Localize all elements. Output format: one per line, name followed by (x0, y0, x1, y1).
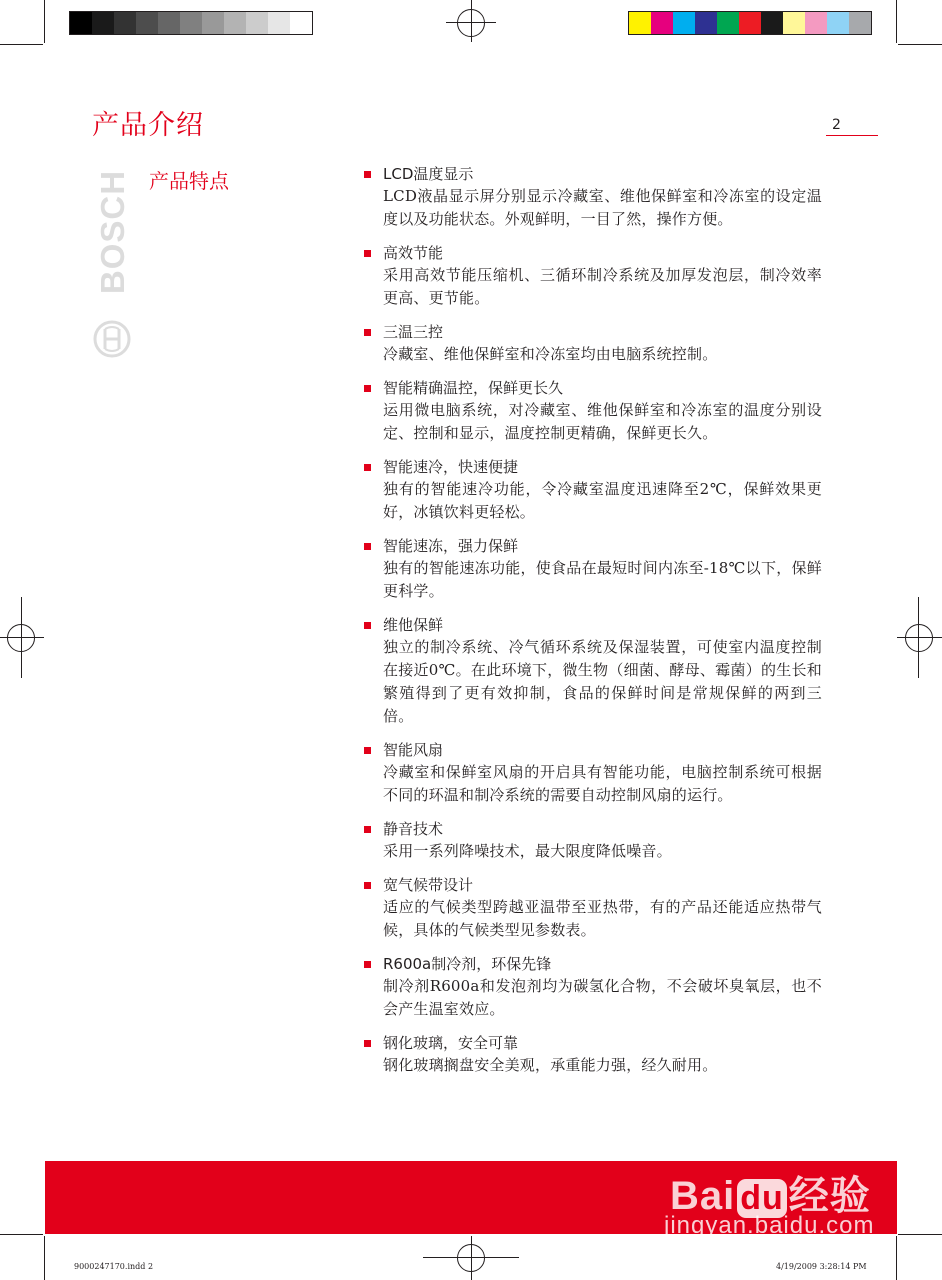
feature-title (362, 739, 822, 761)
color-swatch (827, 12, 849, 34)
bullet-square-icon (364, 543, 371, 550)
feature-title (362, 535, 822, 557)
color-swatch (805, 12, 827, 34)
grey-swatch (92, 12, 114, 34)
crop-mark (0, 1234, 43, 1235)
grey-swatch (290, 12, 312, 34)
grey-swatch (224, 12, 246, 34)
feature-description: 运用微电脑系统，对冷藏室、维他保鲜室和冷冻室的温度分别设定、控制和显示，温度控制更精确，保鲜更长久。 (383, 401, 822, 442)
feature-title-text: 钢化玻璃，安全可靠 (383, 1034, 519, 1052)
bullet-square-icon (364, 385, 371, 392)
feature-title (362, 614, 822, 636)
color-swatch (849, 12, 871, 34)
feature-title (362, 163, 822, 185)
brand-sidebar (93, 166, 133, 366)
bullet-square-icon (364, 329, 371, 336)
feature-item (362, 953, 822, 1021)
color-bar (628, 11, 872, 35)
feature-item (362, 242, 822, 310)
color-swatch (629, 12, 651, 34)
bullet-square-icon (364, 464, 371, 471)
grey-swatch (70, 12, 92, 34)
color-swatch (651, 12, 673, 34)
registration-mark (905, 624, 933, 652)
grey-swatch (136, 12, 158, 34)
feature-title-text: 三温三控 (383, 323, 444, 341)
page-number: 2 (832, 117, 841, 133)
feature-title-text: 智能速冻，强力保鲜 (383, 537, 519, 555)
feature-item (362, 456, 822, 524)
feature-description: 钢化玻璃搁盘安全美观，承重能力强，经久耐用。 (383, 1056, 718, 1074)
feature-description: 独立的制冷系统、冷气循环系统及保湿装置，可使室内温度控制在接近0℃。在此环境下，微生物（细菌、酵母、霉菌）的生长和繁殖得到了更有效抑制，食品的保鲜时间是常规保鲜的两到三倍。 (383, 638, 822, 725)
color-swatch (717, 12, 739, 34)
color-swatch (783, 12, 805, 34)
grey-swatch (158, 12, 180, 34)
grey-swatch (202, 12, 224, 34)
grey-swatch (246, 12, 268, 34)
watermark-url: jingyan.baidu.com (664, 1212, 875, 1239)
crop-mark (896, 1236, 897, 1280)
registration-mark (471, 1236, 472, 1280)
brand-wordmark: BOSCH (94, 169, 131, 295)
crop-mark (898, 44, 942, 45)
section-title: 产品特点 (149, 169, 229, 193)
feature-title-text: 智能风扇 (383, 741, 444, 759)
bullet-square-icon (364, 1040, 371, 1047)
crop-mark (898, 1234, 942, 1235)
feature-item (362, 614, 822, 728)
feature-item (362, 739, 822, 807)
crop-mark (44, 0, 45, 43)
color-swatch (739, 12, 761, 34)
bullet-square-icon (364, 882, 371, 889)
bullet-square-icon (364, 961, 371, 968)
feature-title (362, 874, 822, 896)
feature-item (362, 321, 822, 366)
feature-title (362, 953, 822, 975)
bullet-square-icon (364, 826, 371, 833)
bullet-square-icon (364, 747, 371, 754)
watermark-brand-left: Bai (670, 1174, 736, 1218)
bullet-square-icon (364, 171, 371, 178)
file-slug: 9000247170.indd 2 (74, 1262, 154, 1271)
registration-mark (471, 0, 472, 42)
feature-title-text: 维他保鲜 (383, 616, 444, 634)
feature-description: 制冷剂R600a和发泡剂均为碳氢化合物，不会破坏臭氧层，也不会产生温室效应。 (383, 977, 822, 1018)
feature-description: 独有的智能速冷功能，令冷藏室温度迅速降至2℃，保鲜效果更好，冰镇饮料更轻松。 (383, 480, 822, 521)
bullet-square-icon (364, 622, 371, 629)
feature-item (362, 377, 822, 445)
feature-title (362, 321, 822, 343)
feature-description: 采用高效节能压缩机、三循环制冷系统及加厚发泡层，制冷效率更高、更节能。 (383, 266, 822, 307)
feature-title-text: 静音技术 (383, 820, 444, 838)
page-title: 产品介绍 (92, 110, 204, 141)
feature-item (362, 535, 822, 603)
registration-mark (21, 597, 22, 678)
feature-description: 独有的智能速冻功能，使食品在最短时间内冻至-18℃以下，保鲜更科学。 (383, 559, 822, 600)
feature-description: 冷藏室和保鲜室风扇的开启具有智能功能，电脑控制系统可根据不同的环温和制冷系统的需要自动控制风扇的运行。 (383, 763, 822, 804)
feature-description: 冷藏室、维他保鲜室和冷冻室均由电脑系统控制。 (383, 345, 718, 363)
date-slug: 4/19/2009 3:28:14 PM (776, 1262, 867, 1271)
feature-title (362, 1032, 822, 1054)
feature-title (362, 818, 822, 840)
feature-description: LCD液晶显示屏分别显示冷藏室、维他保鲜室和冷冻室的设定温度以及功能状态。外观鲜明，一目了然，操作方便。 (383, 187, 822, 228)
feature-title-text: LCD温度显示 (383, 165, 474, 183)
crop-mark (896, 0, 897, 43)
bullet-square-icon (364, 250, 371, 257)
grey-swatch (268, 12, 290, 34)
grey-swatch (180, 12, 202, 34)
feature-item (362, 818, 822, 863)
bosch-logo-icon (93, 320, 131, 358)
feature-title-text: 智能速冷，快速便捷 (383, 458, 519, 476)
feature-title (362, 242, 822, 264)
feature-title (362, 377, 822, 399)
feature-title-text: R600a制冷剂，环保先锋 (383, 955, 552, 973)
grey-scale-bar (69, 11, 313, 35)
feature-item (362, 163, 822, 231)
feature-description: 适应的气候类型跨越亚温带至亚热带，有的产品还能适应热带气候，具体的气候类型见参数表。 (383, 898, 822, 939)
feature-item (362, 1032, 822, 1077)
registration-mark (0, 637, 44, 638)
crop-mark (0, 44, 43, 45)
color-swatch (673, 12, 695, 34)
color-swatch (695, 12, 717, 34)
page-number-rule (826, 135, 878, 136)
feature-title-text: 宽气候带设计 (383, 876, 474, 894)
feature-item (362, 874, 822, 942)
crop-mark (44, 1236, 45, 1280)
color-swatch (761, 12, 783, 34)
watermark-brand-right: 经验 (788, 1174, 871, 1218)
watermark-paw-icon: du (737, 1179, 787, 1218)
feature-list (362, 163, 822, 1088)
feature-title-text: 高效节能 (383, 244, 444, 262)
registration-mark (918, 597, 919, 678)
grey-swatch (114, 12, 136, 34)
feature-title (362, 456, 822, 478)
feature-description: 采用一系列降噪技术，最大限度降低噪音。 (383, 842, 672, 860)
feature-title-text: 智能精确温控，保鲜更长久 (383, 379, 564, 397)
registration-mark (897, 637, 942, 638)
